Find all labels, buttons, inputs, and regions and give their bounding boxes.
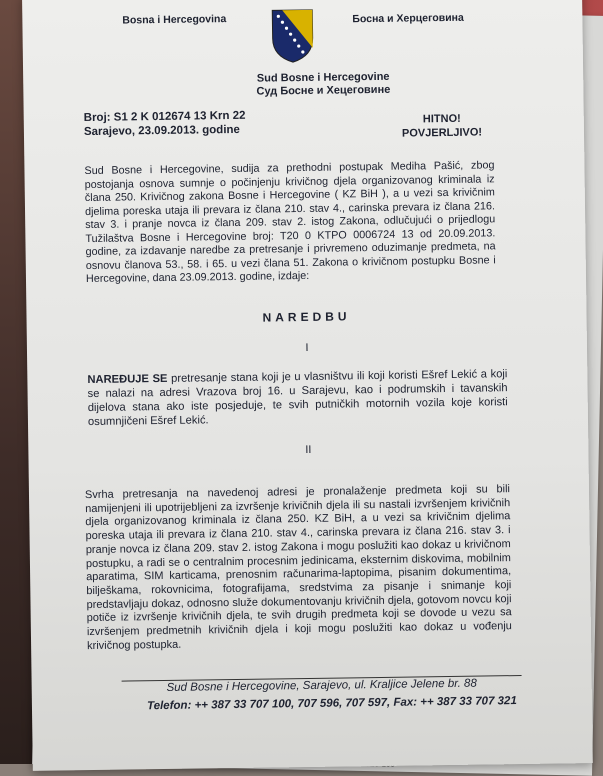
confidential-flag: POVJERLJIVO!: [401, 126, 483, 140]
court-name: [203, 70, 443, 99]
case-number: Broj: S1 2 K 012674 13 Krn 22: [83, 109, 246, 125]
document-title: NAREDBU: [262, 309, 351, 325]
court-name-cyrillic: Суд Босне и Хецеговине: [256, 83, 391, 98]
case-meta: [84, 109, 246, 139]
place-date: Sarajevo, 23.09.2013. godine: [83, 123, 240, 139]
section-1-paragraph: [87, 367, 508, 429]
section-numeral-2: II: [305, 443, 312, 456]
document-page: [22, 0, 593, 771]
country-name-latin: Bosna i Hercegovina: [122, 13, 227, 27]
section-numeral-1: I: [305, 341, 309, 354]
priority-flags: [402, 112, 482, 141]
section-2-paragraph: Svrha pretresanja na navedenoj adresi je pronalaženje predmeta koji su bili namijenjeni ili upotrijebljeni za izvršenje krivičnih djela ili su nastali izvršenjem krivičnih djela organizovanog kriminala iz člana 250. KZ BiH, a u vezi sa krivičnim djelima poreska utaja ili prevara iz člana 210. stav 4., carinska prevara iz člana 216. stav 3. i pranje novca iz člana 209. stav 2. istog Zakona i mogu poslužiti kao dokaz u krivičnom postupku, a radi se o centralnim procesnim jedinicama, eksternim diskovima, mobilnim aparatima, SIM karticama, prenosnim računarima-laptopima, pisanim dokumentima, bilješkama, rokovnicima, fotografijama, sredstvima za pisanje i snimanje koji predstavljaju dokaz, odnosno služe dokumentovanju krivičnih djela, gotovom novcu koji potiče iz izvršenje krivičnih djela, te svih drugih predmeta koji se dovode u vezu sa izvršenjem predmetnih krivičnih djela i koji mogu poslužiti kao dokaz u vođenju krivičnog postupka.: [84, 483, 512, 652]
court-name-latin: Sud Bosne i Hercegovine: [256, 70, 390, 85]
footer-address: Sud Bosne i Hercegovine, Sarajevo, ul. Kraljice Jelene br. 88: [166, 677, 477, 694]
intro-paragraph: Sud Bosne i Hercegovine, sudija za prethodni postupak Mediha Pašić, zbog postojanja osnova sumnje o počinjenju krivičnog djela organizovanog kriminala iz člana 250. Krivičnog zakona Bosne i Hercegovine ( KZ BiH ), a u vezi sa krivičnim djelima poreska utaja ili prevara iz člana 210. stav 4., carinska prevara iz člana 216. stav 3. i pranje novca iz člana 209. stav 2. istog Zakona, odlučujući o prijedlogu Tužilaštva Bosne i Hercegovine broj: T20 0 KTPO 0006724 13 od 20.09.2013. godine, za izdavanje naredbe za pretresanje i privremeno oduzimanje predmeta, na osnovu članova 53., 58. i 65. u vezi člana 51. Zakona o krivičnom postupku Bosne i Hercegovine, dana 23.09.2013. godine, izdaje:: [84, 159, 496, 286]
order-lead: NAREĐUJE SE: [87, 372, 168, 387]
coat-of-arms-icon: [268, 8, 317, 65]
country-name-cyrillic: Босна и Херцеговина: [352, 11, 464, 26]
section-1-text: pretresanje stana koji je u vlasništvu ili koji koristi Ešref Lekić a koji se nalazi na adresi Vrazova broj 16. u Sarajevu, kao i podrumskih i tavanskih dijelova stana ako iste posjeduje, te svih putničkih motornih vozila koje koristi osumnjičeni Ešref Lekić.: [87, 368, 508, 429]
urgent-flag: HITNO!: [422, 112, 461, 126]
footer-phones: Telefon: ++ 387 33 707 100, 707 596, 707 597, Fax: ++ 387 33 707 321: [146, 695, 517, 713]
